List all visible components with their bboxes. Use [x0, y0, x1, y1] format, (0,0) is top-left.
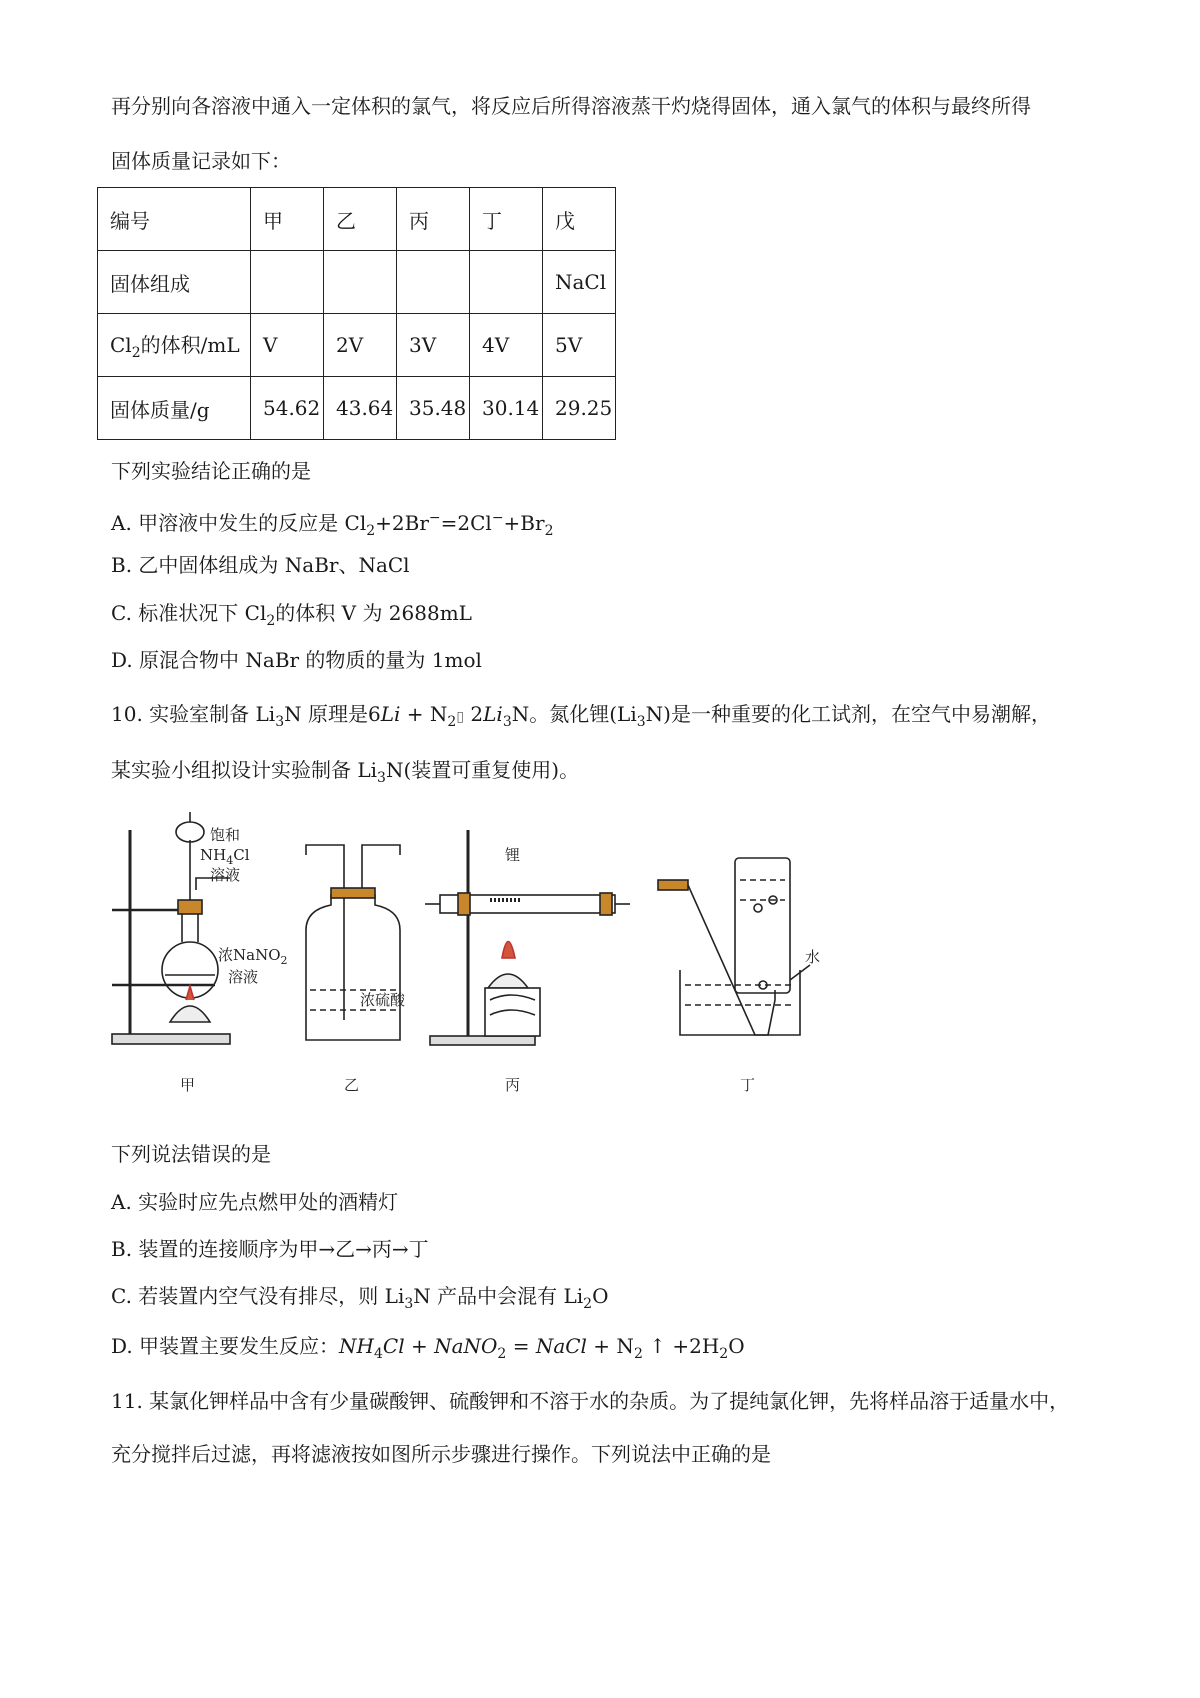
q9-option-c: C. 标准状况下 $Cl_2$的体积 V 为 2688mL [111, 601, 472, 629]
table-cell: 乙 [324, 188, 397, 251]
table-cell: 3V [397, 314, 470, 377]
table-cell: 29.25 [543, 377, 616, 440]
table-cell: 固体组成 [98, 251, 251, 314]
label-bing: 丙 [505, 1076, 521, 1094]
label-nh4cl: $NH_4Cl$ [200, 846, 250, 867]
q9-prompt: 下列实验结论正确的是 [111, 459, 311, 483]
table-cell: 5V [543, 314, 616, 377]
table-cell: 戊 [543, 188, 616, 251]
label-ding: 丁 [740, 1076, 756, 1094]
q10-option-c: C. 若装置内空气没有排尽，则 $Li_3N$ 产品中会混有 $Li_2O$ [111, 1284, 609, 1312]
apparatus-yi [306, 845, 400, 1040]
table-cell [470, 251, 543, 314]
q9-option-d: D. 原混合物中 NaBr 的物质的量为 1mol [111, 648, 482, 672]
label-jia: 甲 [180, 1076, 196, 1094]
label-yi: 乙 [344, 1076, 360, 1094]
table-cell: 35.48 [397, 377, 470, 440]
q10-prompt: 下列说法错误的是 [111, 1142, 271, 1166]
table-cell: $Cl_2$的体积/mL [98, 314, 251, 377]
q10-option-d: D. 甲装置主要发生反应：$NH_4Cl$ + NaNO$_2$ = NaCl + $N_2$ ↑ $+2H_2O$ [111, 1334, 745, 1362]
intro-line-1: 再分别向各溶液中通入一定体积的氯气，将反应后所得溶液蒸干灼烧得固体，通入氯气的体积与最终所得 [111, 94, 1031, 118]
q11-stem-line-2: 充分搅拌后过滤，再将滤液按如图所示步骤进行操作。下列说法中正确的是 [111, 1442, 771, 1466]
q9-option-a: A. 甲溶液中发生的反应是 $Cl_2+2Br^-=2Cl^-+Br_2$ [111, 510, 554, 539]
q9-option-b: B. 乙中固体组成为 NaBr、NaCl [111, 553, 410, 577]
table-cell [251, 251, 324, 314]
intro-line-2: 固体质量记录如下： [111, 149, 291, 173]
q10-stem-line-2: 某实验小组拟设计实验制备 $Li_3N$(装置可重复使用)。 [111, 758, 580, 786]
apparatus-bing [425, 830, 630, 1045]
label-water: 水 [805, 948, 821, 966]
table-row [98, 188, 616, 251]
table-row [98, 377, 616, 440]
table-cell: 43.64 [324, 377, 397, 440]
table-cell: 编号 [98, 188, 251, 251]
q10-stem-line-1: 10. 实验室制备 $Li_3N$ 原理是$6Li + N_2▯$ $2Li_3N$。氮化锂$(Li_3N)$是一种重要的化工试剂，在空气中易潮解， [111, 702, 1051, 730]
apparatus-ding [658, 858, 810, 1035]
label-h2so4: 浓硫酸 [360, 991, 406, 1009]
q11-stem-line-1: 11. 某氯化钾样品中含有少量碳酸钾、硫酸钾和不溶于水的杂质。为了提纯氯化钾，先将样品溶于适量水中， [111, 1389, 1070, 1413]
table-cell: V [251, 314, 324, 377]
table-cell [324, 251, 397, 314]
table-cell: 4V [470, 314, 543, 377]
table-cell: NaCl [543, 251, 616, 314]
q10-option-a: A. 实验时应先点燃甲处的酒精灯 [111, 1190, 399, 1214]
label-lithium: 锂 [505, 846, 521, 864]
table-cell: 丁 [470, 188, 543, 251]
table-row [98, 251, 616, 314]
q10-option-b: B. 装置的连接顺序为甲→乙→丙→丁 [111, 1237, 429, 1261]
table-cell: 甲 [251, 188, 324, 251]
label-nano2: 浓NaNO$_2$ [218, 946, 288, 967]
table-cell: 30.14 [470, 377, 543, 440]
table-cell: 2V [324, 314, 397, 377]
label-solution: 溶液 [210, 866, 241, 884]
table-cell [397, 251, 470, 314]
table-row [98, 314, 616, 377]
apparatus-figure [100, 800, 1100, 1100]
label-saturated: 饱和 [210, 826, 241, 844]
label-nano2-solution: 溶液 [228, 968, 259, 986]
table-cell: 固体质量/g [98, 377, 251, 440]
table-cell: 54.62 [251, 377, 324, 440]
table-cell: 丙 [397, 188, 470, 251]
results-table [97, 187, 616, 440]
